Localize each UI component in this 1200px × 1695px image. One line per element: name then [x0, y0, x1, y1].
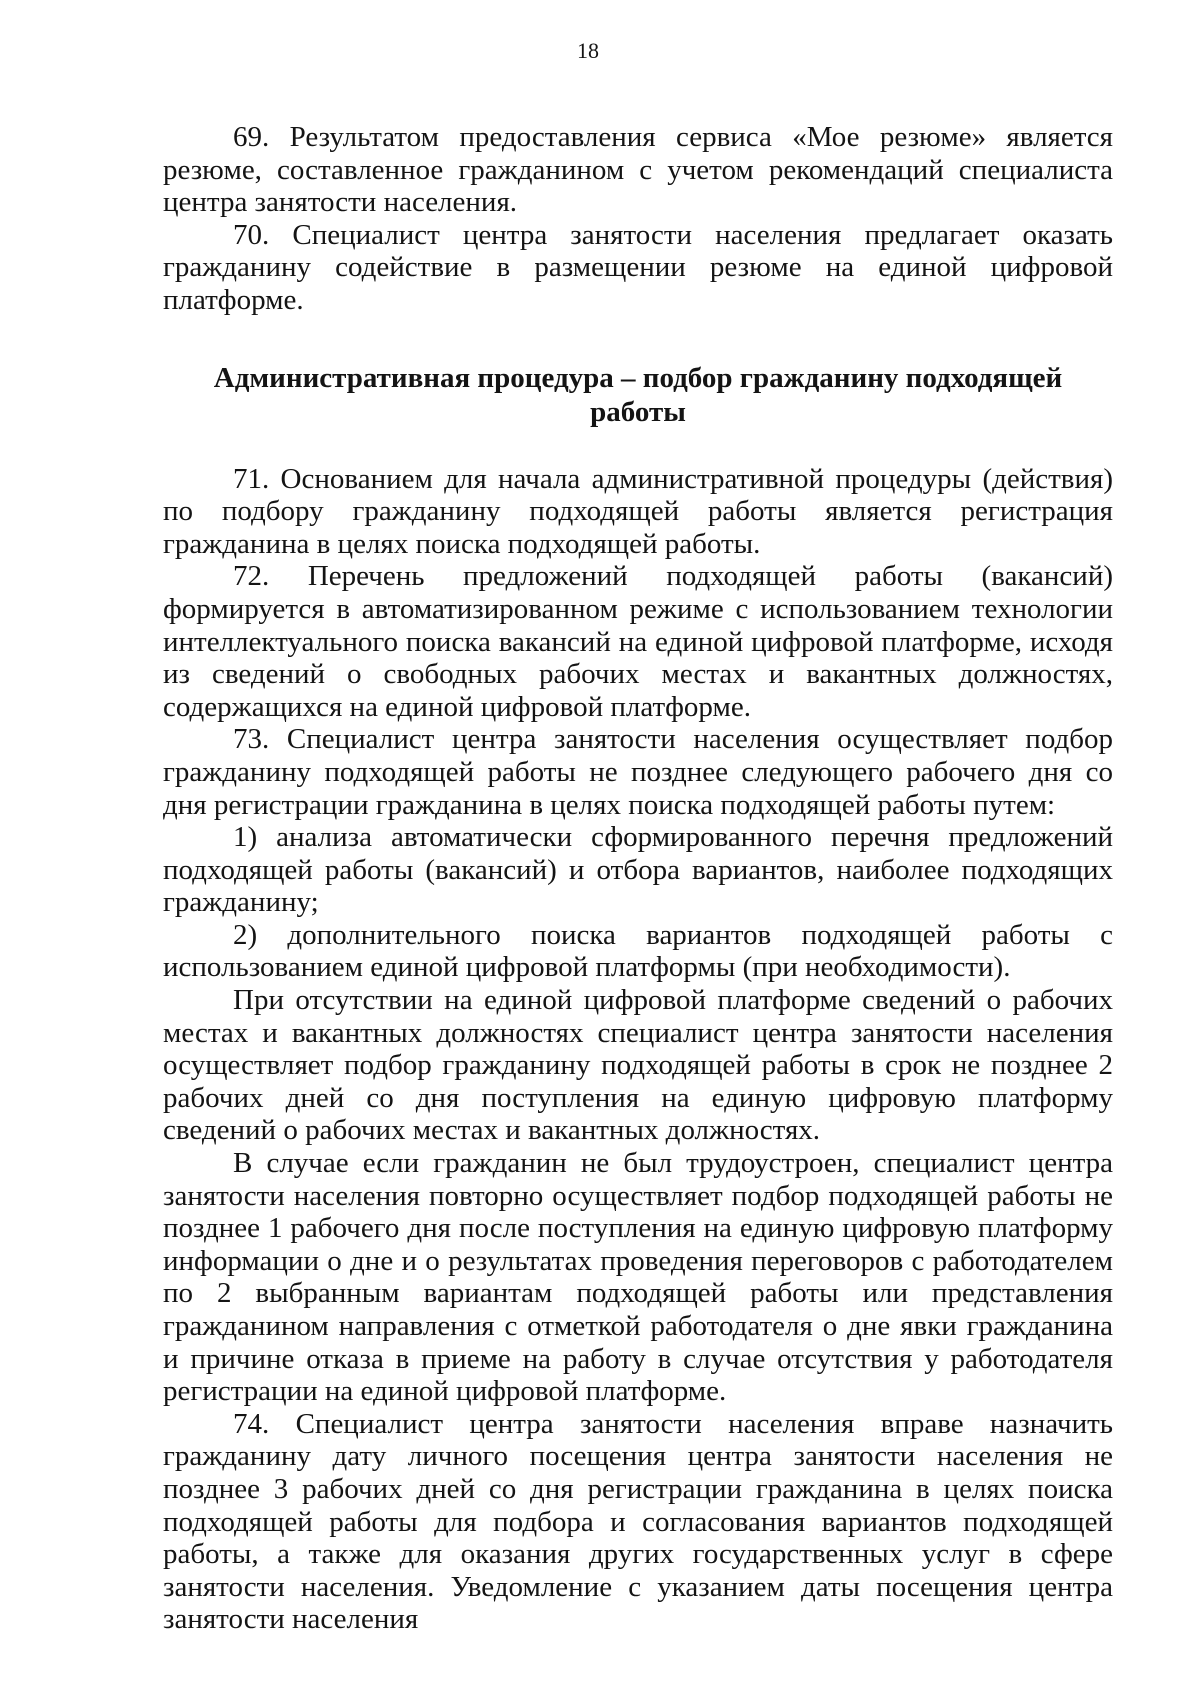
- document-body: [163, 121, 1113, 1636]
- page-number: 18: [577, 38, 599, 63]
- paragraph-not-employed: В случае если гражданин не был трудоустроен, специалист центра занятости населения повторно осуществляет подбор подходящей работы не позднее 1 рабочего дня после поступления на единую цифровую платформу информации о дне и о результатах проведения переговоров с работодателем по 2 выбранным вариантам подходящей работы или представления гражданином направления с отметкой работодателя о дне явки гражданина и причине отказа в приеме на работу в случае отсутствия у работодателя регистрации на единой цифровой платформе.: [163, 1147, 1113, 1408]
- section-heading: Административная процедура – подбор гражданину подходящей работы: [213, 361, 1063, 428]
- paragraph-69: 69. Результатом предоставления сервиса «Мое резюме» является резюме, составленное гражданином с учетом рекомендаций специалиста центра занятости населения.: [163, 121, 1113, 219]
- list-item-1: 1) анализа автоматически сформированного перечня предложений подходящей работы (вакансий) и отбора вариантов, наиболее подходящих гражданину;: [163, 821, 1113, 919]
- list-item-2: 2) дополнительного поиска вариантов подходящей работы с использованием единой цифровой платформы (при необходимости).: [163, 918, 1113, 984]
- paragraph-no-vacancies: При отсутствии на единой цифровой платформе сведений о рабочих местах и вакантных должностях специалист центра занятости населения осуществляет подбор гражданину подходящей работы в срок не позднее 2 рабочих дней со дня поступления на единую цифровую платформу сведений о рабочих местах и вакантных должностях.: [163, 984, 1113, 1147]
- paragraph-70: 70. Специалист центра занятости населения предлагает оказать гражданину содействие в размещении резюме на единой цифровой платформе.: [163, 218, 1113, 316]
- paragraph-73: 73. Специалист центра занятости населения осуществляет подбор гражданину подходящей работы не позднее следующего рабочего дня со дня регистрации гражданина в целях поиска подходящей работы путем:: [163, 723, 1113, 821]
- paragraph-71: 71. Основанием для начала административной процедуры (действия) по подбору гражданину подходящей работы является регистрация гражданина в целях поиска подходящей работы.: [163, 462, 1113, 560]
- paragraph-74: 74. Специалист центра занятости населения вправе назначить гражданину дату личного посещения центра занятости населения не позднее 3 рабочих дней со дня регистрации гражданина в целях поиска подходящей работы для подбора и согласования вариантов подходящей работы, а также для оказания других государственных услуг в сфере занятости населения. Уведомление с указанием даты посещения центра занятости населения: [163, 1407, 1113, 1636]
- paragraph-72: 72. Перечень предложений подходящей работы (вакансий) формируется в автоматизированном режиме с использованием технологии интеллектуального поиска вакансий на единой цифровой платформе, исходя из сведений о свободных рабочих местах и вакантных должностях, содержащихся на единой цифровой платформе.: [163, 560, 1113, 723]
